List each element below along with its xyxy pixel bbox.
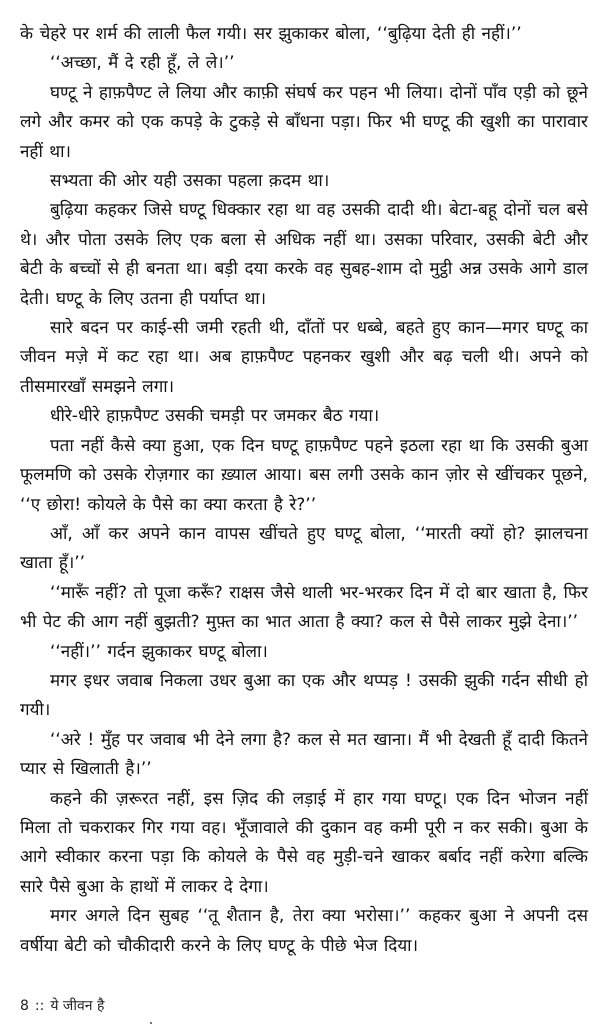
paragraph: ‘‘मारूँ नहीं? तो पूजा करूँ? राक्षस जैसे थाली भर-भरकर दिन में दो बार खाता है, फिर भी पेट की आग नहीं बुझती? मुफ़्त का भात आता है क्या? कल से पैसे लाकर मुझे देना।’’	[20, 582, 588, 633]
ink-speck	[150, 1022, 152, 1024]
footer-separator: ::	[34, 998, 45, 1014]
page-footer	[20, 996, 110, 1016]
paragraph: मगर अगले दिन सुबह ‘‘तू शैतान है, तेरा क्या भरोसा।’’ कहकर बुआ ने अपनी दस वर्षीया बेटी को चौकीदारी करने के लिए घण्टू के पीछे भेज दिया।	[20, 906, 588, 956]
paragraph: घण्टू ने हाफ़पैण्ट ले लिया और काफ़ी संघर्ष कर पहन भी लिया। दोनों पाँव एड़ी को छूने लगे और कमर को एक कपड़े के टुकड़े से बाँधना पड़ा। फिर भी घण्टू की खुशी का पारावार नहीं था।	[20, 82, 588, 162]
paragraph: ‘‘नहीं।’’ गर्दन झुकाकर घण्टू बोला।	[50, 641, 268, 662]
running-book-title: ये जीवन है	[50, 998, 105, 1014]
paragraph: पता नहीं कैसे क्या हुआ, एक दिन घण्टू हाफ़पैण्ट पहने इठला रहा था कि उसकी बुआ फूलमणि को उसके रोज़गार का ख़्याल आया। बस लगी उसके कान ज़ोर से खींचकर पूछने, ‘‘ए छोरा! कोयले के पैसे का क्या करता है रे?’’	[20, 435, 588, 515]
paragraph: ‘‘अच्छा, मैं दे रही हूँ, ले ले।’’	[50, 53, 235, 74]
paragraph: सारे बदन पर काई-सी जमी रहती थी, दाँतों पर धब्बे, बहते हुए कान—मगर घण्टू का जीवन मज़े में कट रहा था। अब हाफ़पैण्ट पहनकर खुशी और बढ़ चली थी। अपने को तीसमारखाँ समझने लगा।	[20, 318, 588, 397]
paragraph: कहने की ज़रूरत नहीं, इस ज़िद की लड़ाई में हार गया घण्टू। एक दिन भोजन नहीं मिला तो चकराकर गिर गया वह। भूँजावाले की दुकान वह कमी पूरी न कर सकी। बुआ के आगे स्वीकार करना पड़ा कि कोयले के पैसे वह मुड़ी-चने खाकर बर्बाद नहीं करेगा बल्कि सारे पैसे बुआ के हाथों में लाकर दे देगा।	[20, 788, 588, 897]
paragraph-continuation: के चेहरे पर शर्म की लाली फैल गयी। सर झुकाकर बोला, ‘‘बुढ़िया देती ही नहीं।’’	[20, 24, 522, 44]
paragraph: ‘‘अरे ! मुँह पर जवाब भी देने लगा है? कल से मत खाना। मैं भी देखती हूँ दादी कितने प्यार से खिलाती है।’’	[20, 729, 588, 780]
page-number: 8	[20, 998, 29, 1014]
paragraph: धीरे-धीरे हाफ़पैण्ट उसकी चमड़ी पर जमकर बैठ गया।	[50, 406, 380, 427]
paragraph: सभ्यता की ओर यही उसका पहला क़दम था।	[50, 171, 330, 192]
paragraph: बुढ़िया कहकर जिसे घण्टू धिक्कार रहा था वह उसकी दादी थी। बेटा-बहू दोनों चल बसे थे। और पोता उसके लिए एक बला से अधिक नहीं था। उसका परिवार, उसकी बेटी और बेटी के बच्चों से ही बनता था। बड़ी दया करके वह सुबह-शाम दो मुट्ठी अन्न उसके आगे डाल देती। घण्टू के लिए उतना ही पर्याप्त था।	[20, 200, 588, 309]
paragraph: मगर इधर जवाब निकला उधर बुआ का एक और थप्पड़ ! उसकी झुकी गर्दन सीधी हो गयी।	[20, 670, 588, 721]
page-body-text	[20, 20, 588, 961]
paragraph: आँ, आँ कर अपने कान वापस खींचते हुए घण्टू बोला, ‘‘मारती क्यों हो? झालचना खाता हूँ।’’	[20, 523, 588, 574]
